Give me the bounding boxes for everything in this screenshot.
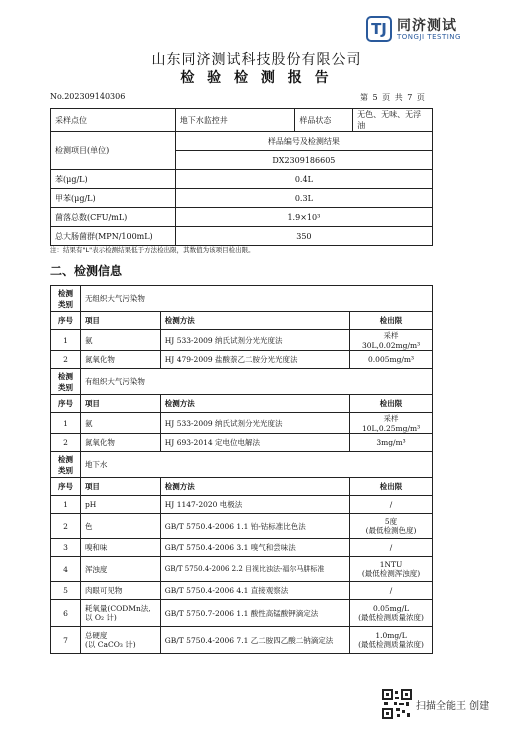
row-limit: 采样 10L,0.25mg/m³ [350, 413, 433, 434]
results-table [50, 108, 433, 246]
row-item-line1: 耗氧量(CODMn法, [84, 604, 151, 613]
col-item-header: 项目 [80, 395, 160, 413]
item-unit-label: 检测项目(单位) [51, 132, 176, 170]
col-limit-header: 检出限 [350, 478, 433, 496]
row-seq: 1 [51, 330, 81, 351]
result-value: 350 [175, 227, 432, 246]
row-method: GB/T 5750.4-2006 1.1 铂-钴标准比色法 [160, 514, 349, 539]
row-item [80, 627, 160, 654]
row-seq: 3 [51, 539, 81, 557]
col-limit-header: 检出限 [350, 312, 433, 330]
row-limit [350, 600, 433, 627]
table-row [51, 189, 433, 208]
row-item: 肉眼可见物 [80, 582, 160, 600]
result-value: 1.9×10³ [175, 208, 432, 227]
col-limit-header: 检出限 [350, 395, 433, 413]
row-item: pH [80, 496, 160, 514]
table-row [51, 413, 433, 434]
sample-code: DX2309186605 [175, 151, 432, 170]
table-row [51, 539, 433, 557]
row-item-line2: (以 CaCO₃ 计) [84, 640, 136, 649]
row-limit: 采样 30L,0.02mg/m³ [350, 330, 433, 351]
row-seq: 5 [51, 582, 81, 600]
row-limit: 0.005mg/m³ [350, 351, 433, 369]
page-indicator: 第 5 页 共 7 页 [360, 93, 426, 102]
row-item: 嗅和味 [80, 539, 160, 557]
report-title: 检 验 检 测 报 告 [180, 70, 333, 86]
row-item: 浑浊度 [80, 557, 160, 582]
row-method: GB/T 5750.7-2006 1.1 酸性高锰酸钾滴定法 [160, 600, 349, 627]
row-seq: 2 [51, 351, 81, 369]
row-item-line1: 总硬度 [84, 631, 108, 640]
row-method: GB/T 5750.4-2006 7.1 乙二胺四乙酸二钠滴定法 [160, 627, 349, 654]
logo-english-name: TONGJI TESTING [397, 33, 461, 41]
row-seq: 2 [51, 434, 81, 452]
table-row [51, 330, 433, 351]
sample-code-header: 样品编号及检测结果 [175, 132, 432, 151]
table-row [51, 496, 433, 514]
row-limit-value: 1NTU [379, 560, 403, 569]
category-label: 检测类别 [51, 452, 81, 478]
col-method-header: 检测方法 [160, 312, 349, 330]
sample-point-value: 地下水监控井 [175, 109, 295, 132]
test-info-table [50, 285, 433, 654]
result-item: 甲苯(μg/L) [51, 189, 176, 208]
category-value: 地下水 [80, 452, 432, 478]
row-limit-note: (最低检测色度) [365, 526, 417, 535]
table-row [51, 582, 433, 600]
sample-state-value: 无色、无味、无浮油 [353, 109, 433, 132]
result-value: 0.4L [175, 170, 432, 189]
row-limit-value: 0.05mg/L [372, 604, 410, 613]
row-item: 氨 [80, 330, 160, 351]
company-logo [366, 14, 506, 46]
sample-state-label: 样品状态 [295, 109, 353, 132]
table-note: 注：结果有"L"表示检测结果低于方法检出限，其数值为该项目检出限。 [50, 246, 255, 254]
sample-point-label: 采样点位 [51, 109, 176, 132]
scanner-watermark: 扫描全能王 创建 [416, 701, 490, 712]
category-value: 有组织大气污染物 [80, 369, 432, 395]
report-number: No.202309140306 [50, 92, 126, 101]
row-limit [350, 514, 433, 539]
row-method: HJ 533-2009 纳氏试剂分光光度法 [160, 413, 349, 434]
row-method: HJ 533-2009 纳氏试剂分光光度法 [160, 330, 349, 351]
col-method-header: 检测方法 [160, 395, 349, 413]
row-item [80, 600, 160, 627]
col-seq-header: 序号 [51, 395, 81, 413]
table-row [51, 514, 433, 539]
table-row [51, 557, 433, 582]
col-seq-header: 序号 [51, 312, 81, 330]
row-method: HJ 1147-2020 电极法 [160, 496, 349, 514]
qr-code-icon [382, 689, 412, 719]
result-item: 苯(μg/L) [51, 170, 176, 189]
row-item: 氨 [80, 413, 160, 434]
row-seq: 4 [51, 557, 81, 582]
row-limit [350, 557, 433, 582]
table-row [51, 170, 433, 189]
row-method: GB/T 5750.4-2006 2.2 目视比浊法-福尔马肼标准 [160, 557, 349, 582]
result-value: 0.3L [175, 189, 432, 208]
row-item-line2: 以 O₂ 计) [84, 613, 117, 622]
row-limit: / [350, 496, 433, 514]
row-item: 色 [80, 514, 160, 539]
row-seq: 1 [51, 413, 81, 434]
category-label: 检测类别 [51, 369, 81, 395]
company-title: 山东同济测试科技股份有限公司 [151, 52, 362, 68]
col-method-header: 检测方法 [160, 478, 349, 496]
category-value: 无组织大气污染物 [80, 286, 432, 312]
row-item: 氮氧化物 [80, 351, 160, 369]
row-limit-note: (最低检测质量浓度) [358, 613, 424, 622]
row-seq: 2 [51, 514, 81, 539]
row-limit: / [350, 539, 433, 557]
row-limit-value: 5度 [384, 517, 398, 526]
row-seq: 7 [51, 627, 81, 654]
table-row [51, 208, 433, 227]
category-label: 检测类别 [51, 286, 81, 312]
row-item: 氮氧化物 [80, 434, 160, 452]
logo-chinese-name: 同济测试 [397, 18, 457, 34]
result-item: 菌落总数(CFU/mL) [51, 208, 176, 227]
row-seq: 6 [51, 600, 81, 627]
row-method: GB/T 5750.4-2006 4.1 直接观察法 [160, 582, 349, 600]
row-method: HJ 479-2009 盐酸萘乙二胺分光光度法 [160, 351, 349, 369]
row-limit-value: 1.0mg/L [375, 631, 407, 640]
row-limit-note: (最低检测浑浊度) [361, 569, 421, 578]
row-seq: 1 [51, 496, 81, 514]
table-row [51, 600, 433, 627]
row-method: HJ 693-2014 定电位电解法 [160, 434, 349, 452]
row-limit: / [350, 582, 433, 600]
table-row [51, 434, 433, 452]
table-row [51, 227, 433, 246]
col-item-header: 项目 [80, 478, 160, 496]
section-title: 二、检测信息 [50, 264, 123, 278]
row-limit: 3mg/m³ [350, 434, 433, 452]
result-item: 总大肠菌群(MPN/100mL) [51, 227, 176, 246]
row-limit [350, 627, 433, 654]
col-seq-header: 序号 [51, 478, 81, 496]
col-item-header: 项目 [80, 312, 160, 330]
row-method: GB/T 5750.4-2006 3.1 嗅气和尝味法 [160, 539, 349, 557]
row-limit-note: (最低检测质量浓度) [358, 640, 424, 649]
table-row [51, 351, 433, 369]
table-row [51, 627, 433, 654]
logo-mark: TJ [366, 16, 392, 42]
